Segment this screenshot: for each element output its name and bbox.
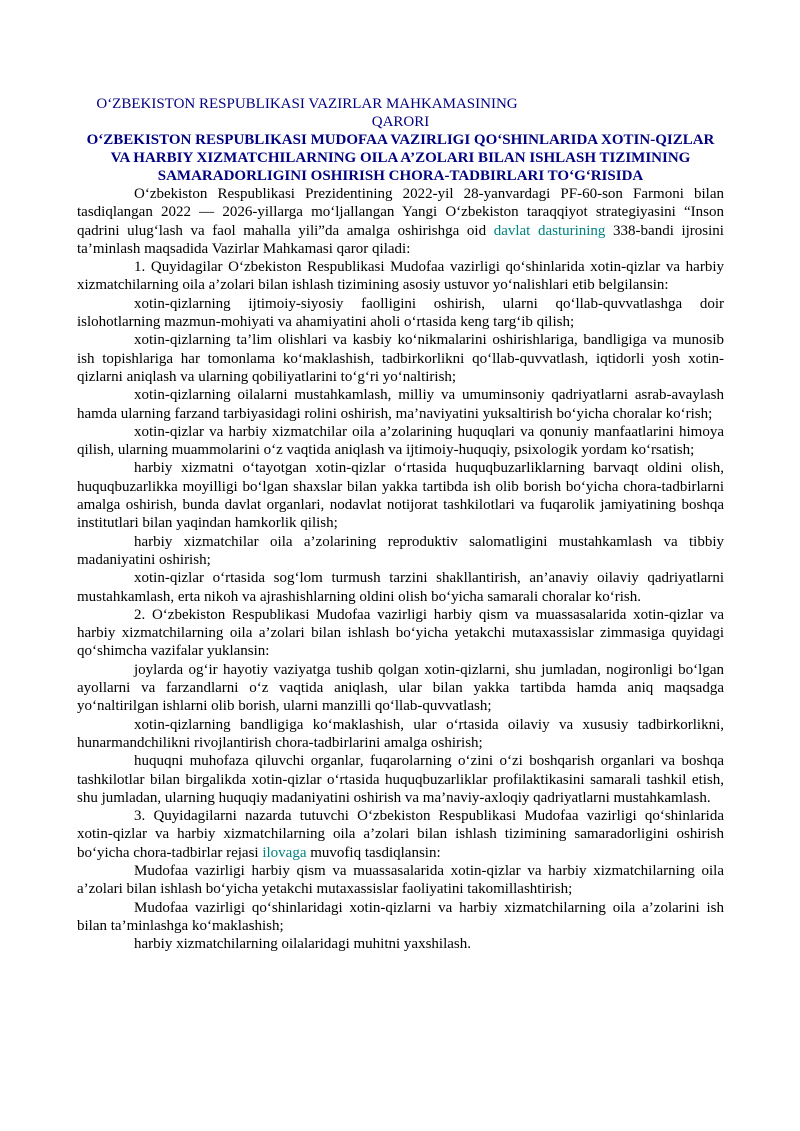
item-1-point: xotin-qizlar va harbiy xizmatchilar oila a’zolarining huquqlari va qonuniy manfaatlarini himoya qilish, ularning muammolarini o‘z vaqtida aniqlash va ijtimoiy-huquqiy, psixologik yordam ko‘rsatish;	[77, 423, 724, 459]
item-3-point: Mudofaa vazirligi qo‘shinlaridagi xotin-qizlarni va harbiy xizmatchilarning oila a’zolarini ish bilan ta’minlashga ko‘maklashish;	[77, 899, 724, 934]
issuer-line: O‘ZBEKISTON RESPUBLIKASI VAZIRLAR MAHKAMASINING	[96, 96, 518, 112]
item-2: 2. O‘zbekiston Respublikasi Mudofaa vazirligi harbiy qism va muassasalarida xotin-qizlar va harbiy xizmatchilarning oila a’zolari bilan ishlash bo‘yicha yetakchi mutaxassislar zimmasiga quyidagi qo‘shimcha vazifalar yuklansin:	[77, 606, 724, 660]
item-1: 1. Quyidagilar O‘zbekiston Respublikasi Mudofaa vazirligi qo‘shinlarida xotin-qizlar va harbiy xizmatchilarning oila a’zolari bilan ishlash tizimining asosiy ustuvor yo‘nalishlari etib belgilansin:	[77, 259, 724, 294]
preamble-text-end: 338-bandi ijrosini ta’minlash maqsadida Vazirlar Mahkamasi qaror qiladi:	[77, 222, 724, 257]
item-3-point: Mudofaa vazirligi harbiy qism va muassasalarida xotin-qizlar va harbiy xizmatchilarning oila a’zolari bilan ishlash bo‘yicha yetakchi mutaxassislar faoliyatini takomillashtirish;	[77, 862, 724, 898]
annex-link[interactable]: ilovaga	[262, 844, 307, 861]
item-3-text: 3. Quyidagilarni nazarda tutuvchi O‘zbekiston Respublikasi Mudofaa vazirligi qo‘shinlarida xotin-qizlar va harbiy xizmatchilarning oila a’zolari bilan ishlash tizimining samaradorligini oshirish bo‘yicha chora-tadbirlar rejasi	[77, 808, 724, 861]
item-1-point: harbiy xizmatni o‘tayotgan xotin-qizlar o‘rtasida huquqbuzarliklarning barvaqt oldini olish, huquqbuzarlikka moyilligi bo‘lgan shaxslar bilan yakka tartibda ish olib borish bo‘yicha chora-tadbirlarni amalga oshirish, bunda davlat organlari, nodavlat notijorat tashkilotlari va fuqarolik jamiyatining boshqa institutlari bilan yaqindan hamkorlik qilish;	[77, 460, 724, 532]
preamble-paragraph	[77, 185, 724, 258]
state-program-link[interactable]: davlat dasturining	[493, 222, 606, 239]
item-2-point: huquqni muhofaza qiluvchi organlar, fuqarolarning o‘zini o‘zi boshqarish organlari va boshqa tashkilotlar bilan birgalikda xotin-qizlar o‘rtasida huquqbuzarliklar profilaktikasini samarali tashkil etish, shu jumladan, ularning huquqiy madaniyatini oshirish va ma’naviy-axloqiy qadriyatlarni mustahkamlash.	[77, 753, 724, 806]
document-page	[77, 95, 724, 953]
item-2-point: xotin-qizlarning bandligiga ko‘maklashish, ular o‘rtasida oilaviy va xususiy tadbirkorlikni, hunarmandchilikni rivojlantirish chora-tadbirlarini amalga oshirish;	[77, 716, 724, 751]
item-1-point: xotin-qizlarning oilalarni mustahkamlash, milliy va umuminsoniy qadriyatlarni asrab-avaylash hamda ularning farzand tarbiyasidagi rolini oshirish, ma’naviyatini yuksaltirish bo‘yicha choralar ko‘rish;	[77, 387, 724, 422]
item-3-text-end: muvofiq tasdiqlansin:	[306, 844, 441, 861]
item-1-point: xotin-qizlar o‘rtasida sog‘lom turmush tarzini shakllantirish, an’anaviy oilaviy qadriyatlarni mustahkamlash, erta nikoh va ajrashishlarning oldini olish bo‘yicha samarali choralar ko‘rish.	[77, 570, 724, 605]
item-2-point: joylarda og‘ir hayotiy vaziyatga tushib qolgan xotin-qizlarni, shu jumladan, nogironligi bo‘lgan ayollarni va farzandlarni o‘z vaqtida aniqlash, ular bilan yakka tartibda hamda aniq maqsadga yo‘naltirilgan ishlarni olib borish, ularni manzilli qo‘llab-quvvatlash;	[77, 661, 724, 715]
item-1-point: harbiy xizmatchilar oila a’zolarining reproduktiv salomatligini mustahkamlash va tibbiy madaniyatini oshirish;	[77, 533, 724, 568]
preamble-text: O‘zbekiston Respublikasi Prezidentining 2022-yil 28-yanvardagi PF-60-son Farmoni bilan tasdiqlangan 2022 — 2026-yillarga mo‘ljallangan Yangi O‘zbekiston taraqqiyot strategiyasini “Inson qadrini ulug‘lash va faol mahalla yili”da amalga oshirishga oid	[77, 186, 724, 239]
item-3	[77, 807, 724, 862]
document-title: O‘ZBEKISTON RESPUBLIKASI MUDOFAA VAZIRLIGI QO‘SHINLARIDA XOTIN-QIZLAR VA HARBIY XIZMATCHILARNING OILA A’ZOLARI BILAN ISHLASH TIZIMINING SAMARADORLIGINI OSHIRISH CHORA-TADBIRLARI TO‘G‘RISIDA	[86, 132, 715, 184]
item-1-point: xotin-qizlarning ta’lim olishlari va kasbiy ko‘nikmalarini oshirishlariga, bandligiga va munosib ish topishlariga har tomonlama ko‘maklashish, tadbirkorlikni qo‘llab-quvvatlash, iqtidorli yosh xotin-qizlarni aniqlash va ularning qobiliyatlarini to‘g‘ri yo‘naltirish;	[77, 332, 724, 385]
item-1-point: xotin-qizlarning ijtimoiy-siyosiy faolligini oshirish, ularni qo‘llab-quvvatlashga doir islohotlarning mazmun-mohiyati va ahamiyatini aholi o‘rtasida keng targ‘ib qilish;	[77, 295, 724, 331]
item-3-point: harbiy xizmatchilarning oilalaridagi muhitni yaxshilash.	[134, 936, 472, 953]
document-type: QARORI	[371, 114, 430, 130]
